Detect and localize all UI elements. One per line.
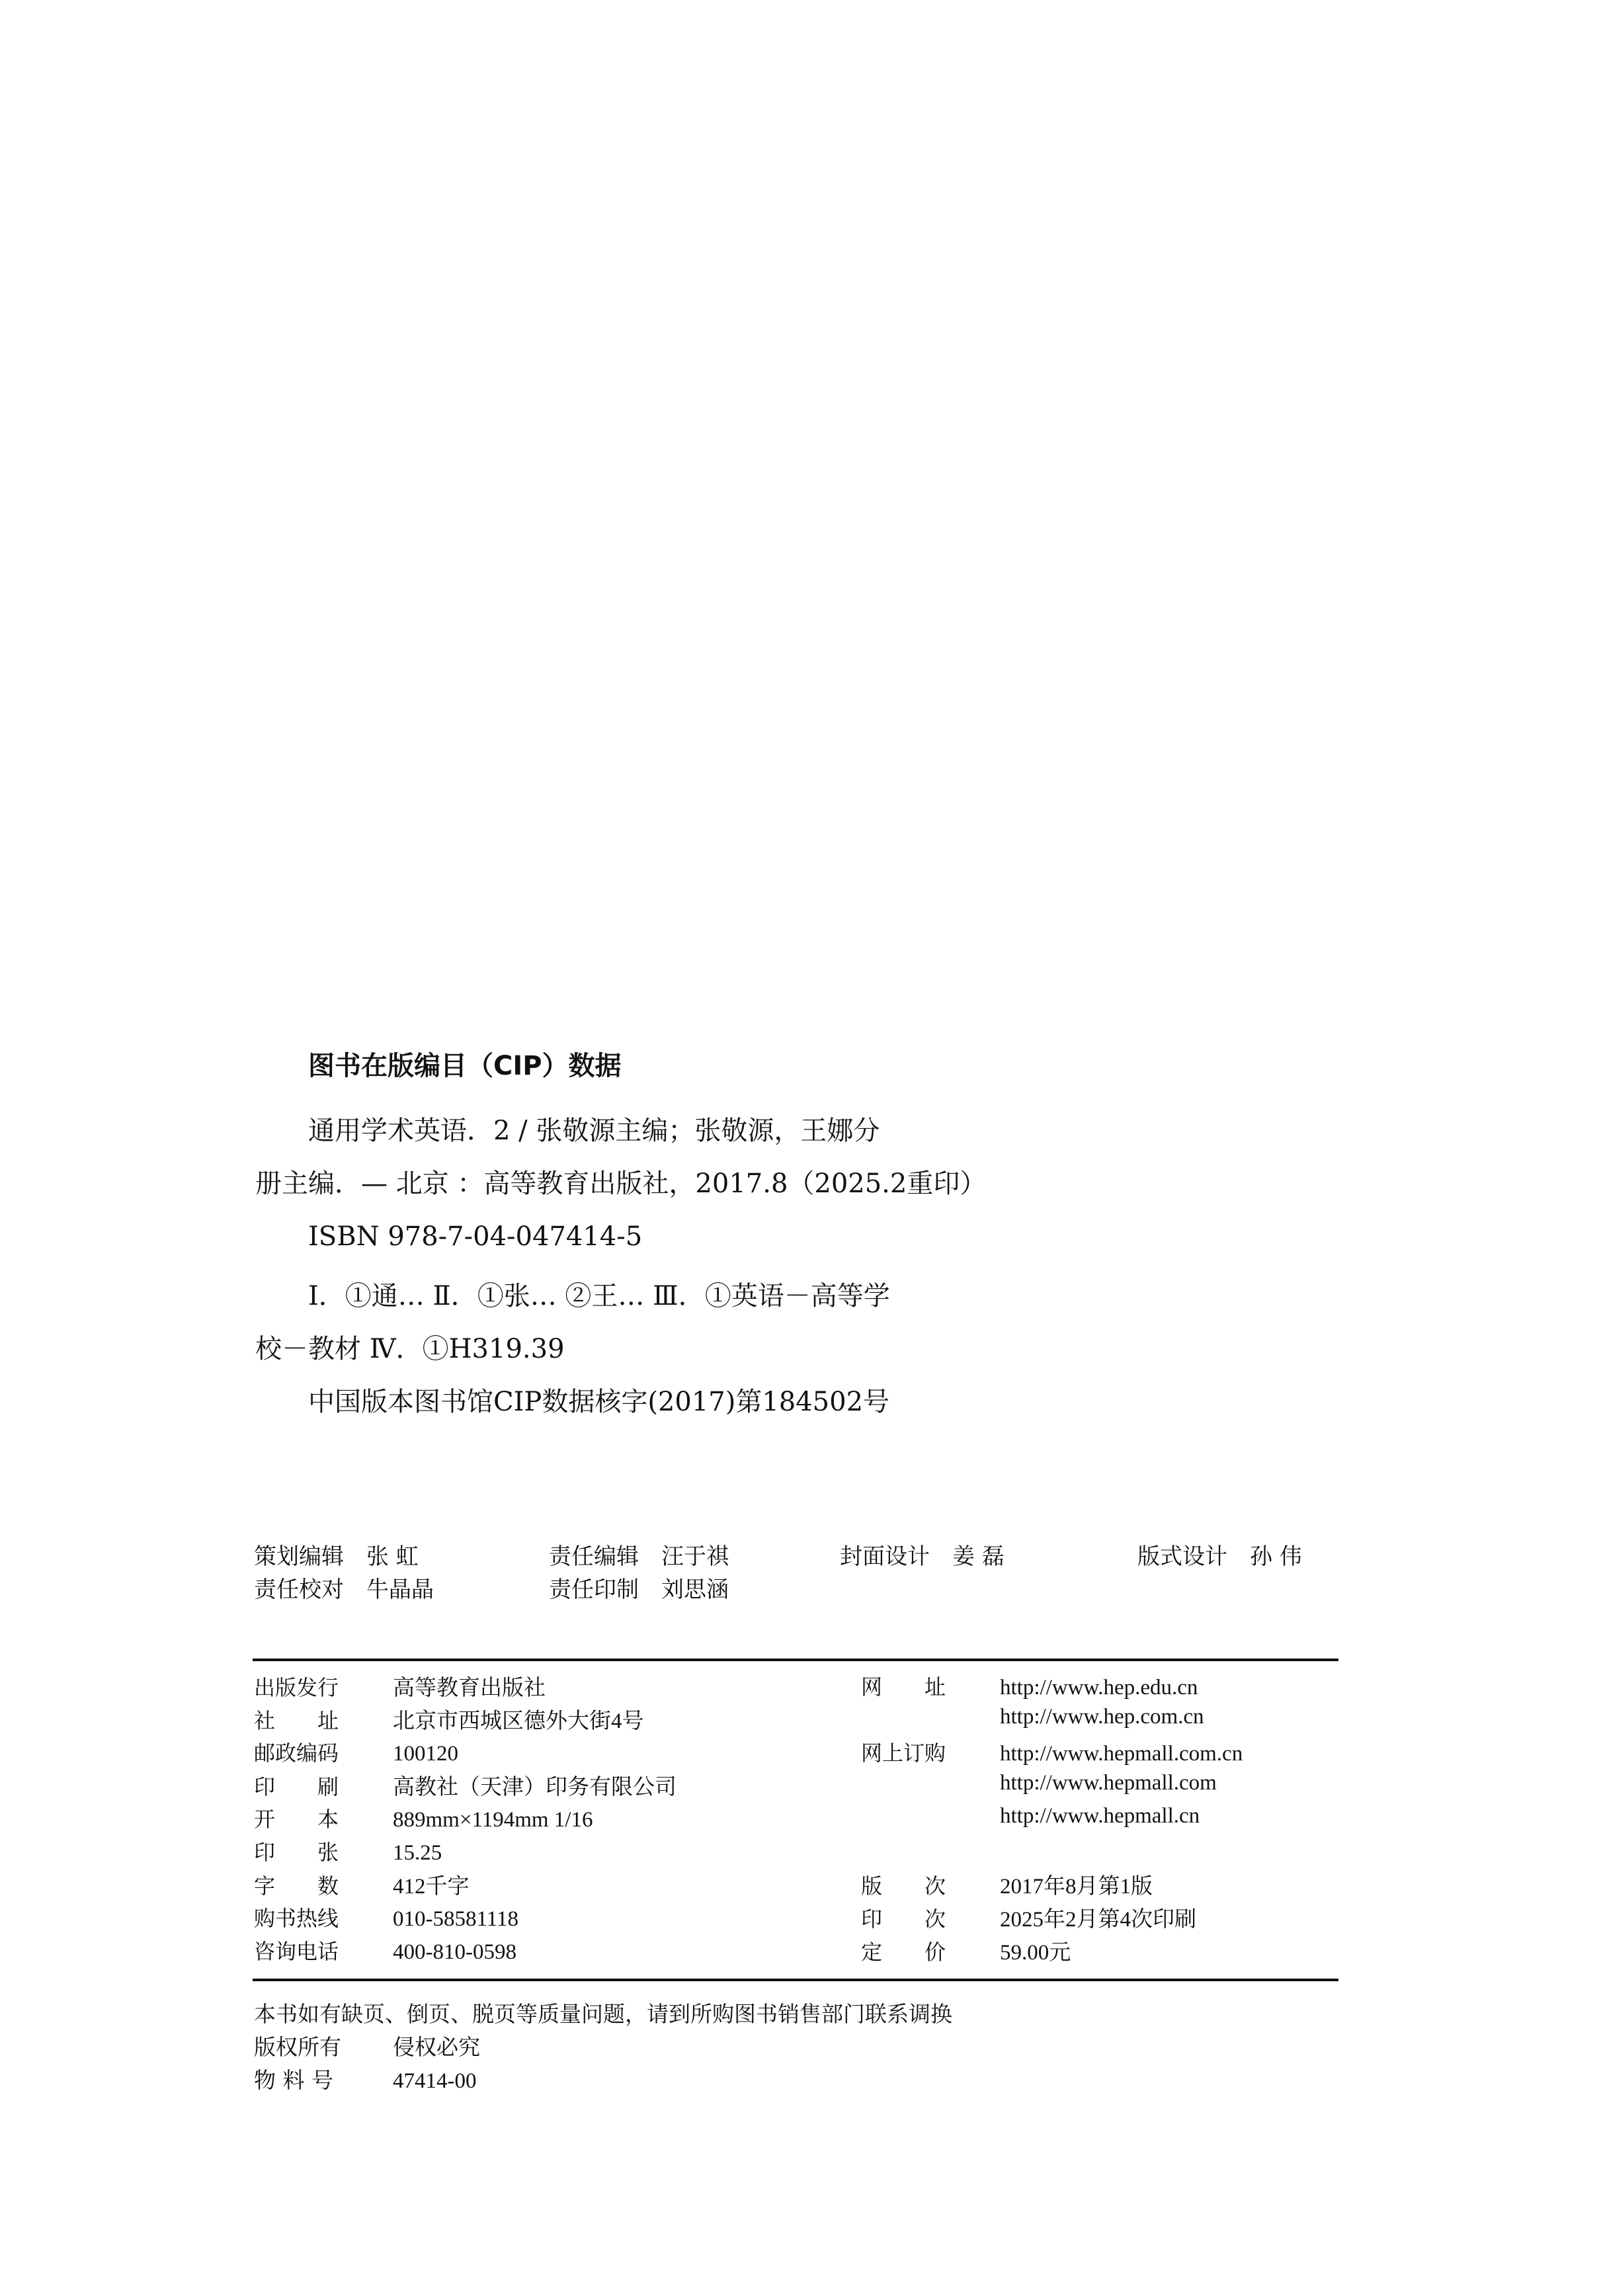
cip-heading: 图书在版编目（CIP）数据 [308,1051,622,1081]
info-value: 北京市西城区德外大街4号 [393,1709,644,1733]
info-value: 高教社（天津）印务有限公司 [393,1776,677,1799]
website-link[interactable]: http://www.hep.com.cn [1000,1705,1204,1729]
cip-classification-line-2: 校－教材 Ⅳ．①H319.39 [255,1334,565,1364]
staff-planning-editor [254,1538,419,1571]
info-label: 字 数 [254,1873,339,1899]
info-label: 购书热线 [254,1906,339,1931]
info-row [861,1935,1071,1966]
info-row [861,1670,1198,1701]
staff-value: 汪于祺 [661,1543,729,1570]
website-link[interactable]: http://www.hep.edu.cn [1000,1676,1198,1700]
staff-responsible-editor [549,1538,729,1571]
info-label: 印 刷 [254,1774,339,1799]
info-row [254,1902,518,1932]
info-row [254,1836,442,1866]
staff-value: 孙 伟 [1250,1543,1302,1570]
quality-notice: 本书如有缺页、倒页、脱页等质量问题，请到所购图书销售部门联系调换 [254,2001,952,2027]
info-label: 出版发行 [254,1675,339,1700]
website-link[interactable]: http://www.hepmall.com.cn [1000,1742,1243,1766]
info-value: 高等教育出版社 [393,1676,546,1700]
material-number-label: 物 料 号 [254,2067,333,2093]
info-row [861,1770,1217,1795]
info-row [254,1770,677,1801]
staff-label: 责任校对 [254,1577,344,1603]
info-label: 开 本 [254,1807,339,1832]
info-row [254,1869,470,1900]
info-label: 网上订购 [861,1741,946,1766]
cip-classification-line-1: Ⅰ．①通… Ⅱ．①张… ②王… Ⅲ．①英语－高等学 [308,1281,890,1311]
cip-record-number: 中国版本图书馆CIP数据核字(2017)第184502号 [308,1387,890,1417]
staff-label: 责任印制 [549,1577,639,1603]
info-label: 邮政编码 [254,1741,339,1766]
info-value: 59.00元 [1000,1941,1071,1965]
info-label: 印 张 [254,1840,339,1865]
staff-label: 责任编辑 [549,1543,639,1570]
info-row [254,1670,546,1702]
staff-cover-design [840,1538,1005,1571]
staff-label: 版式设计 [1137,1543,1227,1570]
copyright-row [254,2030,480,2061]
table-bottom-rule [253,1979,1338,1981]
staff-value: 姜 磊 [952,1543,1005,1570]
copyright-label: 版权所有 [254,2034,341,2060]
info-label: 版 次 [861,1873,946,1899]
info-label: 咨询电话 [254,1939,339,1964]
info-row [254,1703,644,1735]
info-value: 010-58581118 [393,1907,519,1931]
info-row [254,1935,516,1965]
info-value: 889mm×1194mm 1/16 [393,1808,593,1832]
staff-layout-design [1137,1538,1302,1571]
info-row [861,1737,1243,1767]
website-link[interactable]: http://www.hepmall.com [1000,1771,1217,1795]
staff-label: 封面设计 [840,1543,930,1570]
info-row [254,1803,593,1833]
staff-proofreader [254,1571,434,1604]
staff-value: 牛晶晶 [366,1577,434,1603]
info-row [861,1703,1204,1729]
staff-value: 刘思涵 [661,1577,729,1603]
info-value: 100120 [393,1742,458,1766]
info-label: 印 次 [861,1906,946,1932]
table-top-rule [253,1659,1338,1661]
material-number-row [254,2063,477,2094]
info-value: 2025年2月第4次印刷 [1000,1908,1196,1932]
staff-print-supervisor [549,1571,729,1604]
info-row [254,1737,458,1767]
material-number-value: 47414-00 [393,2069,477,2093]
info-row [861,1803,1200,1828]
info-value: 15.25 [393,1841,442,1865]
info-row [861,1902,1196,1933]
info-value: 400-810-0598 [393,1940,516,1964]
cip-title-line-2: 册主编．— 北京 ：高等教育出版社，2017.8（2025.2重印） [255,1168,987,1199]
info-value: 2017年8月第1版 [1000,1875,1153,1899]
website-link[interactable]: http://www.hepmall.cn [1000,1804,1200,1828]
staff-value: 张 虹 [366,1543,419,1570]
info-label: 定 价 [861,1940,946,1965]
cip-isbn: ISBN 978-7-04-047414-5 [308,1221,643,1252]
staff-label: 策划编辑 [254,1543,344,1570]
info-row [861,1869,1153,1900]
info-label: 社 址 [254,1708,339,1733]
cip-title-line-1: 通用学术英语．2 / 张敬源主编；张敬源，王娜分 [308,1116,880,1146]
info-value: 412千字 [393,1875,470,1899]
info-label: 网 址 [861,1674,946,1700]
copyright-value: 侵权必究 [393,2034,480,2060]
